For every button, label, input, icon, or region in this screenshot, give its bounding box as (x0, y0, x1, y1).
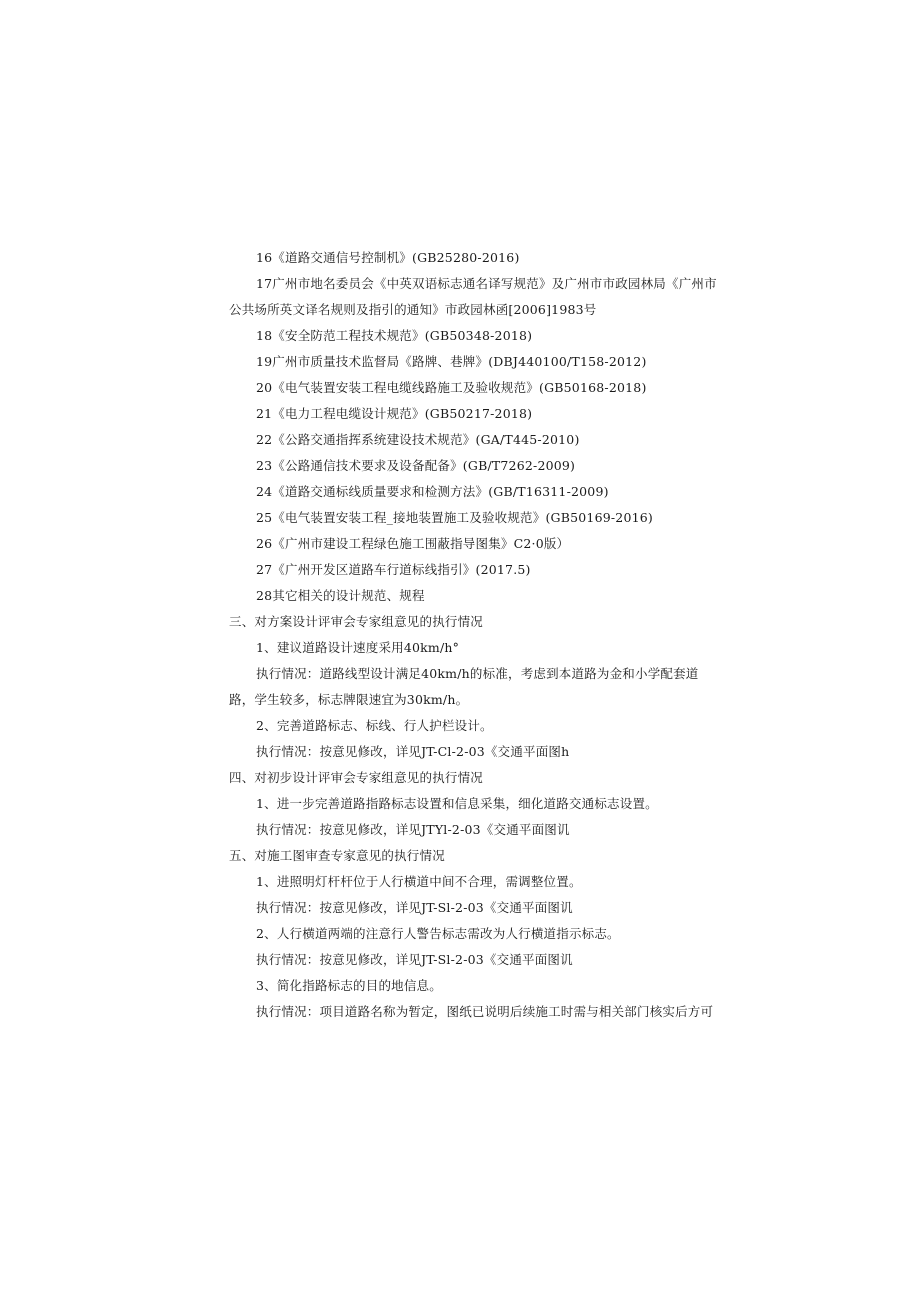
text-line: 1、进照明灯杆杆位于人行横道中间不合理，需调整位置。 (256, 874, 582, 889)
text-line: 25《电气装置安装工程_接地装置施工及验收规范》(GB50169-2016) (256, 510, 653, 525)
text-line: 1、进一步完善道路指路标志设置和信息采集，细化道路交通标志设置。 (256, 796, 658, 811)
text-line: 执行情况：按意见修改，详见JTYl-2-03《交通平面图讥 (256, 822, 570, 837)
text-line: 公共场所英文译名规则及指引的通知》市政园林函[2006]1983号 (229, 302, 597, 317)
text-line: 23《公路通信技术要求及设备配备》(GB/T7262-2009) (256, 458, 576, 473)
text-line: 17广州市地名委员会《中英双语标志通名译写规范》及广州市市政园林局《广州市 (256, 276, 717, 291)
text-line: 1、建议道路设计速度采用40km/h° (256, 640, 460, 655)
text-line: 19广州市质量技术监督局《路牌、巷牌》(DBJ440100/T158-2012) (256, 354, 647, 369)
text-line: 2、完善道路标志、标线、行人护栏设计。 (256, 718, 493, 733)
text-line: 执行情况：道路线型设计满足40km/h的标准，考虑到本道路为金和小学配套道 (256, 666, 699, 681)
text-line: 16《道路交通信号控制机》(GB25280-2016) (256, 250, 520, 265)
text-line: 执行情况：按意见修改，详见JT-Sl-2-03《交通平面图讥 (256, 952, 573, 967)
text-line: 路，学生较多，标志牌限速宜为30km/h。 (229, 692, 469, 707)
text-line: 2、人行横道两端的注意行人警告标志需改为人行横道指示标志。 (256, 926, 620, 941)
text-line: 执行情况：按意见修改，详见JT-Cl-2-03《交通平面图h (256, 744, 570, 759)
text-line: 执行情况：项目道路名称为暂定，图纸已说明后续施工时需与相关部门核实后方可 (256, 1004, 714, 1019)
text-line: 3、简化指路标志的目的地信息。 (256, 978, 442, 993)
text-line: 18《安全防范工程技术规范》(GB50348-2018) (256, 328, 533, 343)
text-line: 21《电力工程电缆设计规范》(GB50217-2018) (256, 406, 533, 421)
text-line: 26《广州市建设工程绿色施工围蔽指导图集》C2·0版） (256, 536, 570, 551)
text-line: 27《广州开发区道路车行道标线指引》(2017.5) (256, 562, 531, 577)
text-line: 24《道路交通标线质量要求和检测方法》(GB/T16311-2009) (256, 484, 609, 499)
section-heading: 四、对初步设计评审会专家组意见的执行情况 (229, 770, 484, 785)
section-heading: 三、对方案设计评审会专家组意见的执行情况 (229, 614, 484, 629)
section-heading: 五、对施工图审查专家意见的执行情况 (229, 848, 445, 863)
text-line: 20《电气装置安装工程电缆线路施工及验收规范》(GB50168-2018) (256, 380, 647, 395)
text-line: 22《公路交通指挥系统建设技术规范》(GA/T445-2010) (256, 432, 580, 447)
text-line: 28其它相关的设计规范、规程 (256, 588, 425, 603)
text-line: 执行情况：按意见修改，详见JT-Sl-2-03《交通平面图讥 (256, 900, 573, 915)
